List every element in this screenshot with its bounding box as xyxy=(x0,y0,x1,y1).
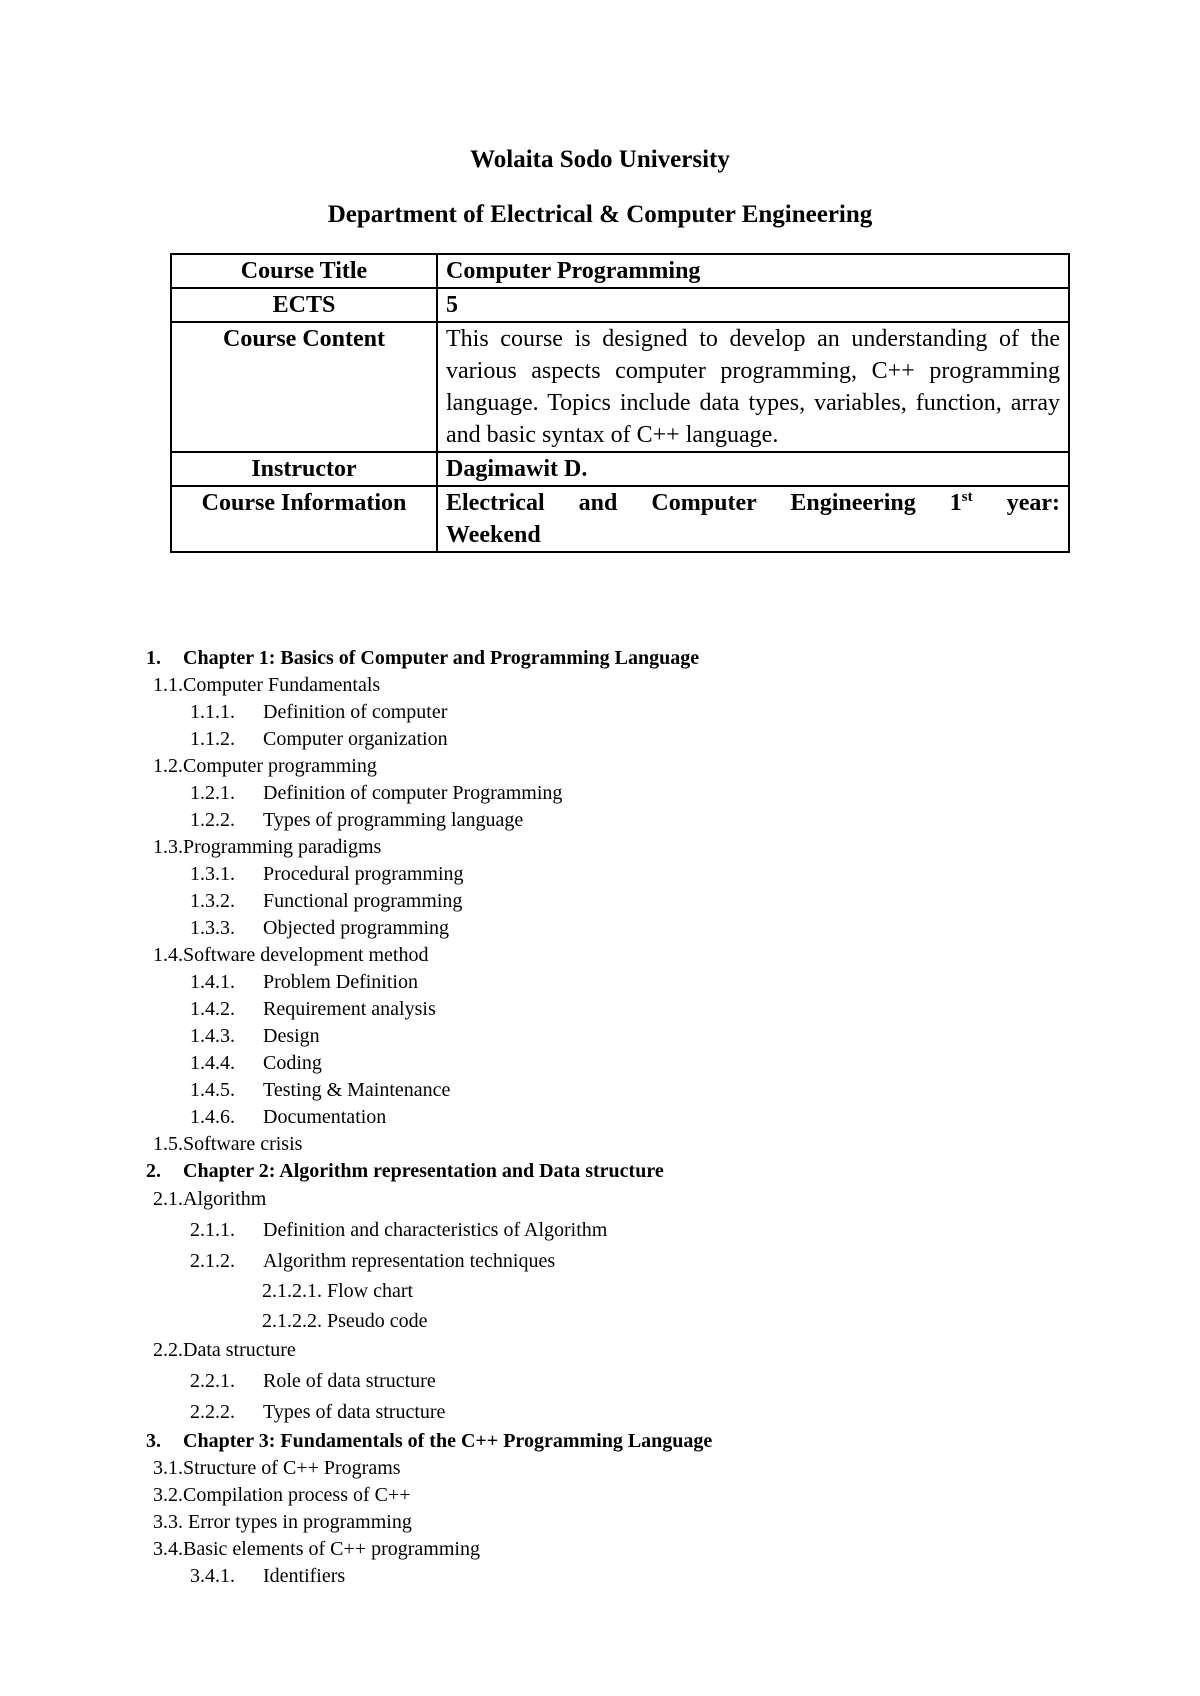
outline-number: 1.1.2. xyxy=(190,728,235,750)
outline-number: 2.2.2. xyxy=(190,1401,235,1423)
outline-subsection xyxy=(190,889,462,913)
outline-number: 2.1.2.2. xyxy=(262,1310,322,1332)
outline-subsection xyxy=(190,997,436,1021)
outline-text: Design xyxy=(263,1025,320,1047)
outline-number: 2.2.1. xyxy=(190,1370,235,1392)
course-content-label: Course Content xyxy=(171,322,437,452)
outline-subsection xyxy=(190,1564,345,1588)
outline-text: Role of data structure xyxy=(263,1370,436,1392)
outline-number: 1.4.6. xyxy=(190,1106,235,1128)
outline-number: 1.3. xyxy=(153,836,183,858)
outline-number: 1.3.3. xyxy=(190,917,235,939)
outline-subsection xyxy=(190,727,448,751)
outline-number: 3.4.1. xyxy=(190,1565,235,1587)
outline-section xyxy=(153,673,380,697)
course-content-value: This course is designed to develop an understanding of the various aspects computer programming, C++ programming language. Topics include data types, variables, function, array and basic syntax of C++ language. xyxy=(437,322,1069,452)
outline-text: Compilation process of C++ xyxy=(183,1484,411,1506)
outline-section xyxy=(153,1456,401,1480)
outline-number: 1.4. xyxy=(153,944,183,966)
outline-text: Types of data structure xyxy=(263,1401,446,1423)
course-information-text: Electrical and Computer Engineering 1 xyxy=(446,490,962,516)
outline-text: Programming paradigms xyxy=(183,836,382,858)
outline-number: 3. xyxy=(146,1430,161,1452)
outline-text: Computer programming xyxy=(183,755,377,777)
outline-number: 1.3.1. xyxy=(190,863,235,885)
outline-number: 1.4.4. xyxy=(190,1052,235,1074)
outline-text: Objected programming xyxy=(263,917,450,939)
outline-subsection xyxy=(190,1369,436,1393)
outline-number: 2.1. xyxy=(153,1188,183,1210)
outline-number: 1.4.2. xyxy=(190,998,235,1020)
outline-number: 1.5. xyxy=(153,1133,183,1155)
outline-text: Flow chart xyxy=(327,1280,414,1302)
outline-number: 2. xyxy=(146,1160,161,1182)
outline-number: 3.2. xyxy=(153,1484,183,1506)
course-title-value: Computer Programming xyxy=(437,254,1069,288)
outline-number: 2.1.2. xyxy=(190,1250,235,1272)
outline-text: Identifiers xyxy=(263,1565,346,1587)
outline-subsection xyxy=(190,1400,445,1424)
outline-text: Types of programming language xyxy=(263,809,524,831)
outline-subsection xyxy=(190,808,523,832)
outline-text: Definition of computer Programming xyxy=(263,782,563,804)
ects-label: ECTS xyxy=(171,288,437,322)
outline-text: Documentation xyxy=(263,1106,387,1128)
outline-number: 1.2.2. xyxy=(190,809,235,831)
outline-text: Algorithm xyxy=(183,1188,267,1210)
outline-number: 1.3.2. xyxy=(190,890,235,912)
chapter-heading xyxy=(146,1429,712,1453)
outline-number: 1. xyxy=(146,647,161,669)
outline-text: Testing & Maintenance xyxy=(263,1079,451,1101)
outline-text: Basic elements of C++ programming xyxy=(183,1538,480,1560)
outline-subsection xyxy=(190,862,464,886)
outline-number: 3.1. xyxy=(153,1457,183,1479)
outline-text: Requirement analysis xyxy=(263,998,436,1020)
outline-text: Chapter 3: Fundamentals of the C++ Programming Language xyxy=(183,1430,713,1452)
outline-section xyxy=(153,835,381,859)
outline-text: Data structure xyxy=(183,1339,296,1361)
outline-number: 2.2. xyxy=(153,1339,183,1361)
outline-text: Software development method xyxy=(183,944,429,966)
outline-number: 1.1. xyxy=(153,674,183,696)
outline-text: Coding xyxy=(263,1052,322,1074)
outline-subsection xyxy=(190,1249,555,1273)
outline-subsubsection xyxy=(262,1279,413,1303)
course-title-label: Course Title xyxy=(171,254,437,288)
outline-section xyxy=(153,1132,302,1156)
outline-text: Procedural programming xyxy=(263,863,464,885)
outline-number: 1.4.5. xyxy=(190,1079,235,1101)
outline-number: 2.1.1. xyxy=(190,1219,235,1241)
outline-number: 3.4. xyxy=(153,1538,183,1560)
outline-subsubsection xyxy=(262,1309,428,1333)
outline-text: Software crisis xyxy=(183,1133,303,1155)
outline-section xyxy=(153,754,377,778)
outline-subsection xyxy=(190,1218,607,1242)
outline-subsection xyxy=(190,1051,322,1075)
outline-number: 2.1.2.1. xyxy=(262,1280,322,1302)
outline-subsection xyxy=(190,781,562,805)
outline-subsection xyxy=(190,1105,386,1129)
outline-number: 1.1.1. xyxy=(190,701,235,723)
university-title: Wolaita Sodo University xyxy=(470,146,730,173)
outline-text: Functional programming xyxy=(263,890,463,912)
outline-section xyxy=(153,1483,411,1507)
outline-text: Computer Fundamentals xyxy=(183,674,381,696)
outline-section xyxy=(153,1537,480,1561)
outline-number: 1.4.3. xyxy=(190,1025,235,1047)
outline-section xyxy=(153,1338,296,1362)
outline-subsection xyxy=(190,916,449,940)
outline-text: Pseudo code xyxy=(327,1310,428,1332)
outline-number: 3.3. xyxy=(153,1511,183,1533)
ordinal-suffix: st xyxy=(961,489,973,505)
outline-text: Problem Definition xyxy=(263,971,418,993)
outline-text: Computer organization xyxy=(263,728,448,750)
outline-text: Definition of computer xyxy=(263,701,448,723)
outline-subsection xyxy=(190,1024,320,1048)
outline-subsection xyxy=(190,970,418,994)
course-information-line2: Weekend xyxy=(446,522,541,548)
outline-section xyxy=(153,1187,266,1211)
ects-value: 5 xyxy=(437,288,1069,322)
course-information-label: Course Information xyxy=(171,486,437,552)
chapter-heading xyxy=(146,1159,664,1183)
outline-number: 1.2.1. xyxy=(190,782,235,804)
outline-section xyxy=(153,943,429,967)
outline-text: Structure of C++ Programs xyxy=(183,1457,401,1479)
outline-number: 1.2. xyxy=(153,755,183,777)
outline-text: Chapter 1: Basics of Computer and Programming Language xyxy=(183,647,700,669)
course-information-text-end: year: xyxy=(972,490,1060,516)
chapter-heading xyxy=(146,646,699,670)
outline-subsection xyxy=(190,700,447,724)
department-title: Department of Electrical & Computer Engineering xyxy=(327,201,873,228)
outline-text: Definition and characteristics of Algorithm xyxy=(263,1219,608,1241)
outline-number: 1.4.1. xyxy=(190,971,235,993)
instructor-label: Instructor xyxy=(171,452,437,486)
outline-text: Algorithm representation techniques xyxy=(263,1250,556,1272)
outline-text: Error types in programming xyxy=(188,1511,412,1533)
outline-subsection xyxy=(190,1078,450,1102)
outline-section xyxy=(153,1510,412,1534)
outline-text: Chapter 2: Algorithm representation and Data structure xyxy=(183,1160,664,1182)
instructor-value: Dagimawit D. xyxy=(437,452,1069,486)
